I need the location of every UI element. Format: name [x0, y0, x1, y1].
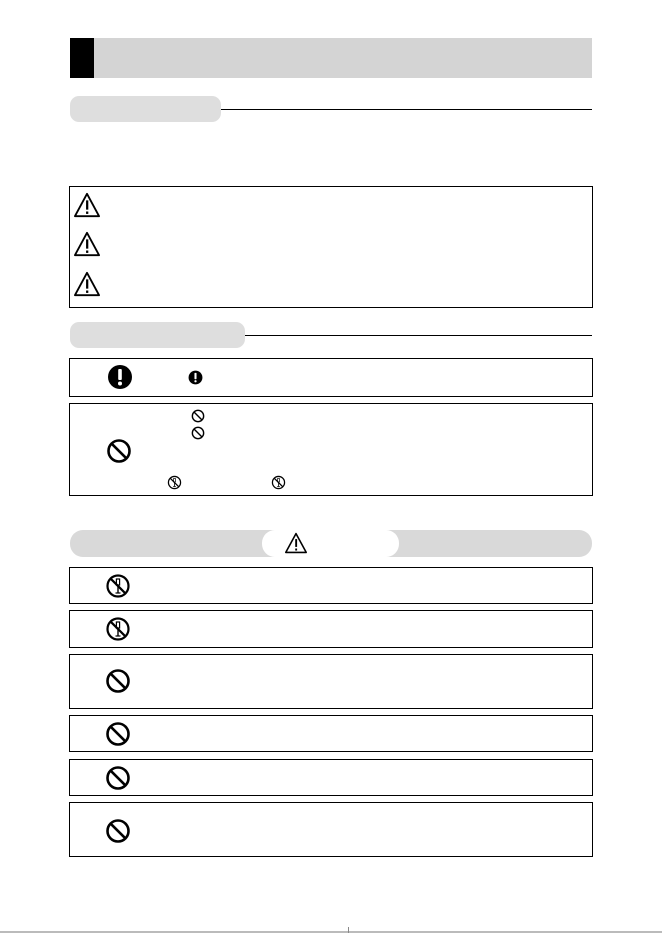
warning-banner-label-area: [262, 530, 399, 557]
no-disassembly-icon: [105, 616, 131, 642]
section-heading-pill: [70, 96, 221, 122]
warning-triangle-icon: [73, 231, 101, 257]
prohibited-circle-icon: [105, 721, 131, 747]
no-disassembly-icon: [105, 573, 131, 599]
warning-item: [69, 759, 593, 796]
prohibited-circle-icon: [106, 438, 132, 464]
warning-item: [69, 610, 593, 648]
prohibition-symbol-box: [69, 403, 593, 496]
no-disassembly-icon: [271, 475, 286, 490]
warning-triangle-icon: [284, 532, 308, 554]
warning-triangle-icon: [73, 271, 101, 297]
hazard-level-box: [69, 186, 593, 308]
prohibited-circle-icon: [191, 409, 205, 423]
prohibited-circle-icon: [191, 426, 205, 440]
exclamation-circle-icon: [107, 364, 133, 390]
warning-item: [69, 567, 593, 604]
warning-item: [69, 654, 593, 709]
page-header-bar: [70, 38, 592, 78]
no-disassembly-icon: [167, 475, 182, 490]
warning-item: [69, 715, 593, 752]
section-heading-rule: [245, 335, 592, 336]
warning-triangle-icon: [73, 192, 101, 218]
section-heading-pill: [70, 322, 245, 348]
mandatory-symbol-box: [69, 358, 593, 397]
prohibited-circle-icon: [105, 818, 131, 844]
prohibited-circle-icon: [105, 668, 131, 694]
prohibited-circle-icon: [105, 765, 131, 791]
section-heading-rule: [221, 109, 592, 110]
page-header-marker: [70, 38, 94, 78]
warning-item: [69, 802, 593, 857]
exclamation-circle-icon: [188, 370, 203, 385]
